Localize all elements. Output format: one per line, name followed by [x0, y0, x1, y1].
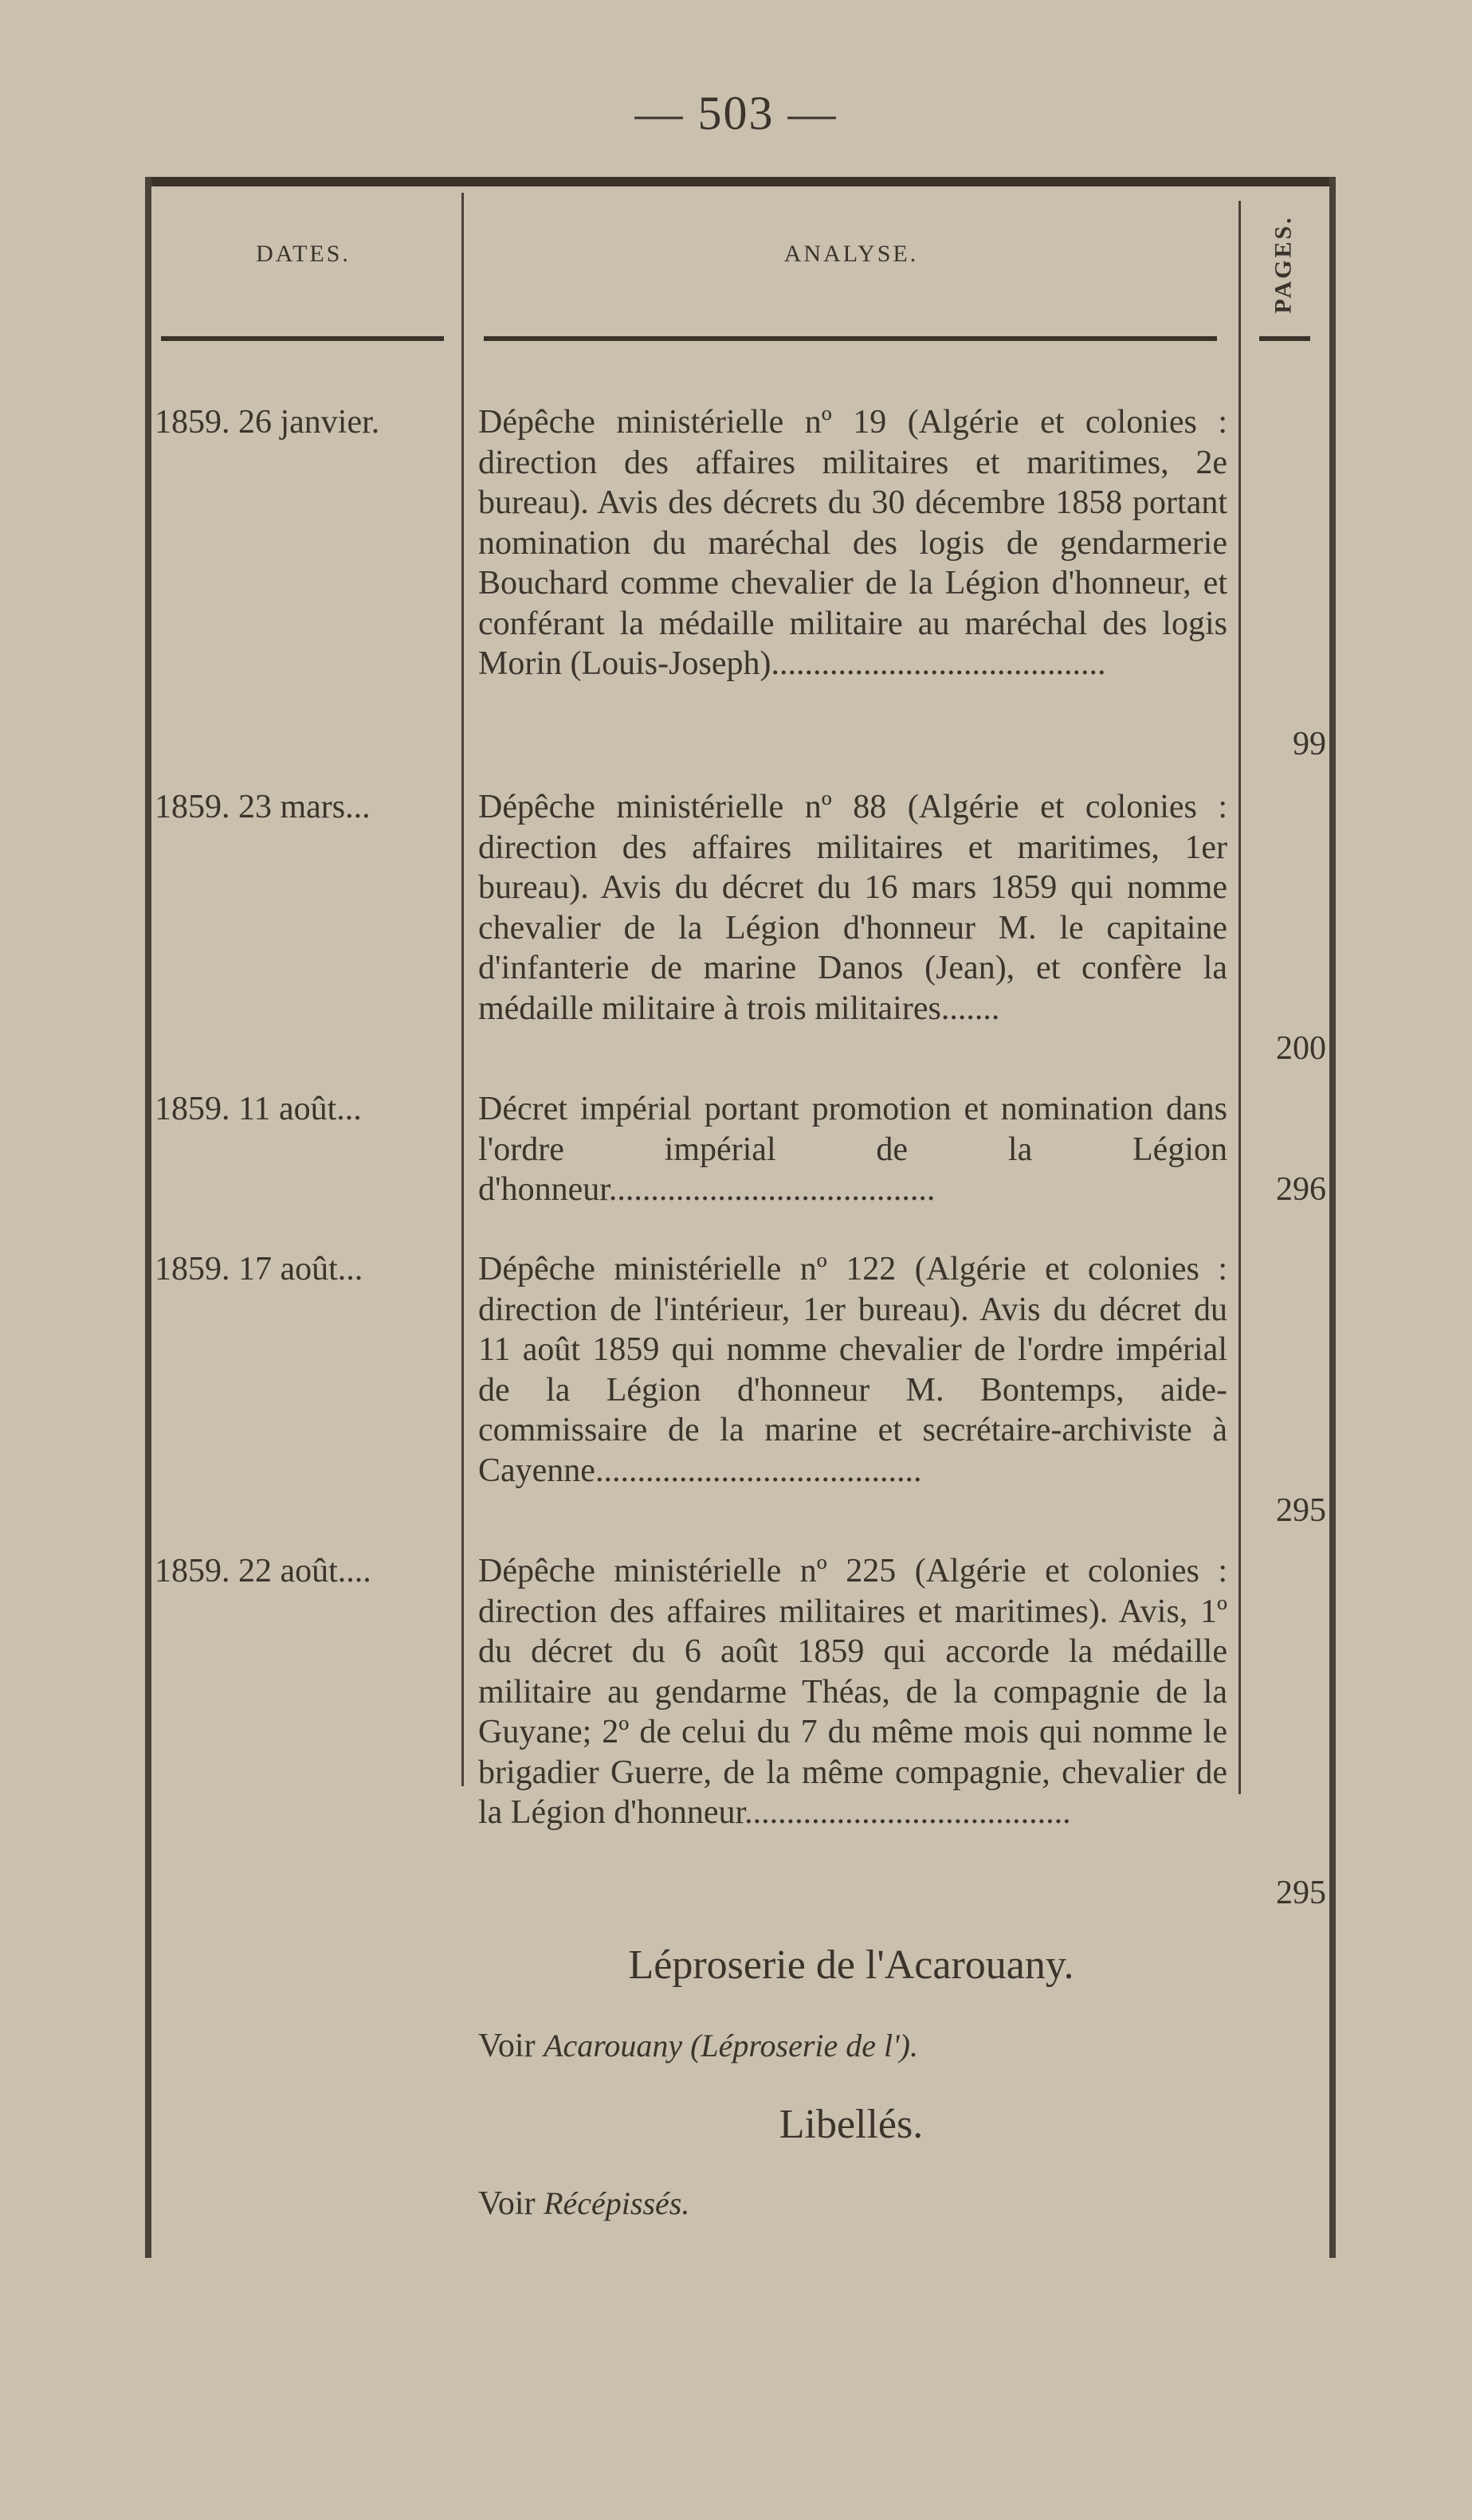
page-number: — 503 —: [634, 87, 838, 139]
see-also-reference[interactable]: Récépissés.: [544, 2185, 690, 2221]
section-title-libelles: Libellés.: [779, 2102, 924, 2147]
entry-page: 296: [1276, 1171, 1326, 1208]
top-rule: [145, 177, 1336, 186]
right-border: [1329, 177, 1336, 2258]
see-also-leproserie: [478, 2027, 918, 2065]
see-also-label: Voir: [478, 2185, 536, 2222]
entry-analysis: Décret impérial portant promotion et nomination dans l'ordre impérial de la Légion d'honneur.......................................: [478, 1091, 1227, 1208]
entry-date: 1859. 11 août...: [155, 1091, 362, 1127]
entry-analysis: Dépêche ministérielle nº 225 (Algérie et colonies : direction des affaires militaires et maritimes). Avis, 1º du décret du 6 août 1859 qui accorde la médaille militaire au gendarme Théas, de la compagnie de la Guyane; 2º de celui du 7 du même mois qui nomme le brigadier Guerre, de la même compagnie, chevalier de la Légion d'honneur.......................................: [478, 1553, 1227, 1831]
header-pages: PAGES.: [1270, 215, 1297, 314]
see-also-label: Voir: [478, 2028, 536, 2064]
column-divider-pages: [1238, 201, 1241, 1794]
see-also-reference[interactable]: Acarouany (Léproserie de l').: [544, 2028, 918, 2063]
left-border: [145, 177, 151, 2258]
entry-page: 99: [1293, 726, 1326, 762]
entry-analysis: Dépêche ministérielle nº 88 (Algérie et colonies : direction des affaires militaires et maritimes, 1er bureau). Avis du décret du 16 mars 1859 qui nomme chevalier de la Légion d'honneur M. le capitaine d'infanterie de marine Danos (Jean), et confère la médaille militaire à trois militaires.......: [478, 789, 1227, 1027]
entry-page: 200: [1276, 1030, 1326, 1067]
entry-date: 1859. 23 mars...: [155, 789, 371, 825]
header-rule-pages: [1259, 336, 1310, 341]
entry-date: 1859. 22 août....: [155, 1553, 371, 1589]
entry-date: 1859. 26 janvier.: [155, 404, 380, 441]
header-pages-cell: [1238, 201, 1329, 328]
header-rule-dates: [161, 336, 444, 341]
index-table: [145, 177, 1336, 2258]
see-also-libelles: [478, 2185, 689, 2223]
section-title-leproserie: Léproserie de l'Acarouany.: [628, 1942, 1074, 1988]
header-analyse: ANALYSE.: [783, 241, 919, 267]
entry-date: 1859. 17 août...: [155, 1251, 363, 1287]
entry-analysis: Dépêche ministérielle nº 122 (Algérie et colonies : direction de l'intérieur, 1er bureau). Avis du décret du 11 août 1859 qui nomme chevalier de l'ordre impérial de la Légion d'honneur M. Bontemps, aide-commissaire de la marine et secrétaire-archiviste à Cayenne.......................................: [478, 1251, 1227, 1489]
header-dates: DATES.: [256, 241, 351, 267]
entry-page: 295: [1276, 1492, 1326, 1529]
entry-page: 295: [1276, 1875, 1326, 1911]
column-divider-dates: [461, 193, 464, 1786]
entry-analysis: Dépêche ministérielle nº 19 (Algérie et colonies : direction des affaires militaires et maritimes, 2e bureau). Avis des décrets du 30 décembre 1858 portant nomination du maréchal des logis de gendarmerie Bouchard comme chevalier de la Légion d'honneur, et conférant la médaille militaire au maréchal des logis Morin (Louis-Joseph)........................................: [478, 404, 1227, 682]
header-rule-analyse: [484, 336, 1217, 341]
